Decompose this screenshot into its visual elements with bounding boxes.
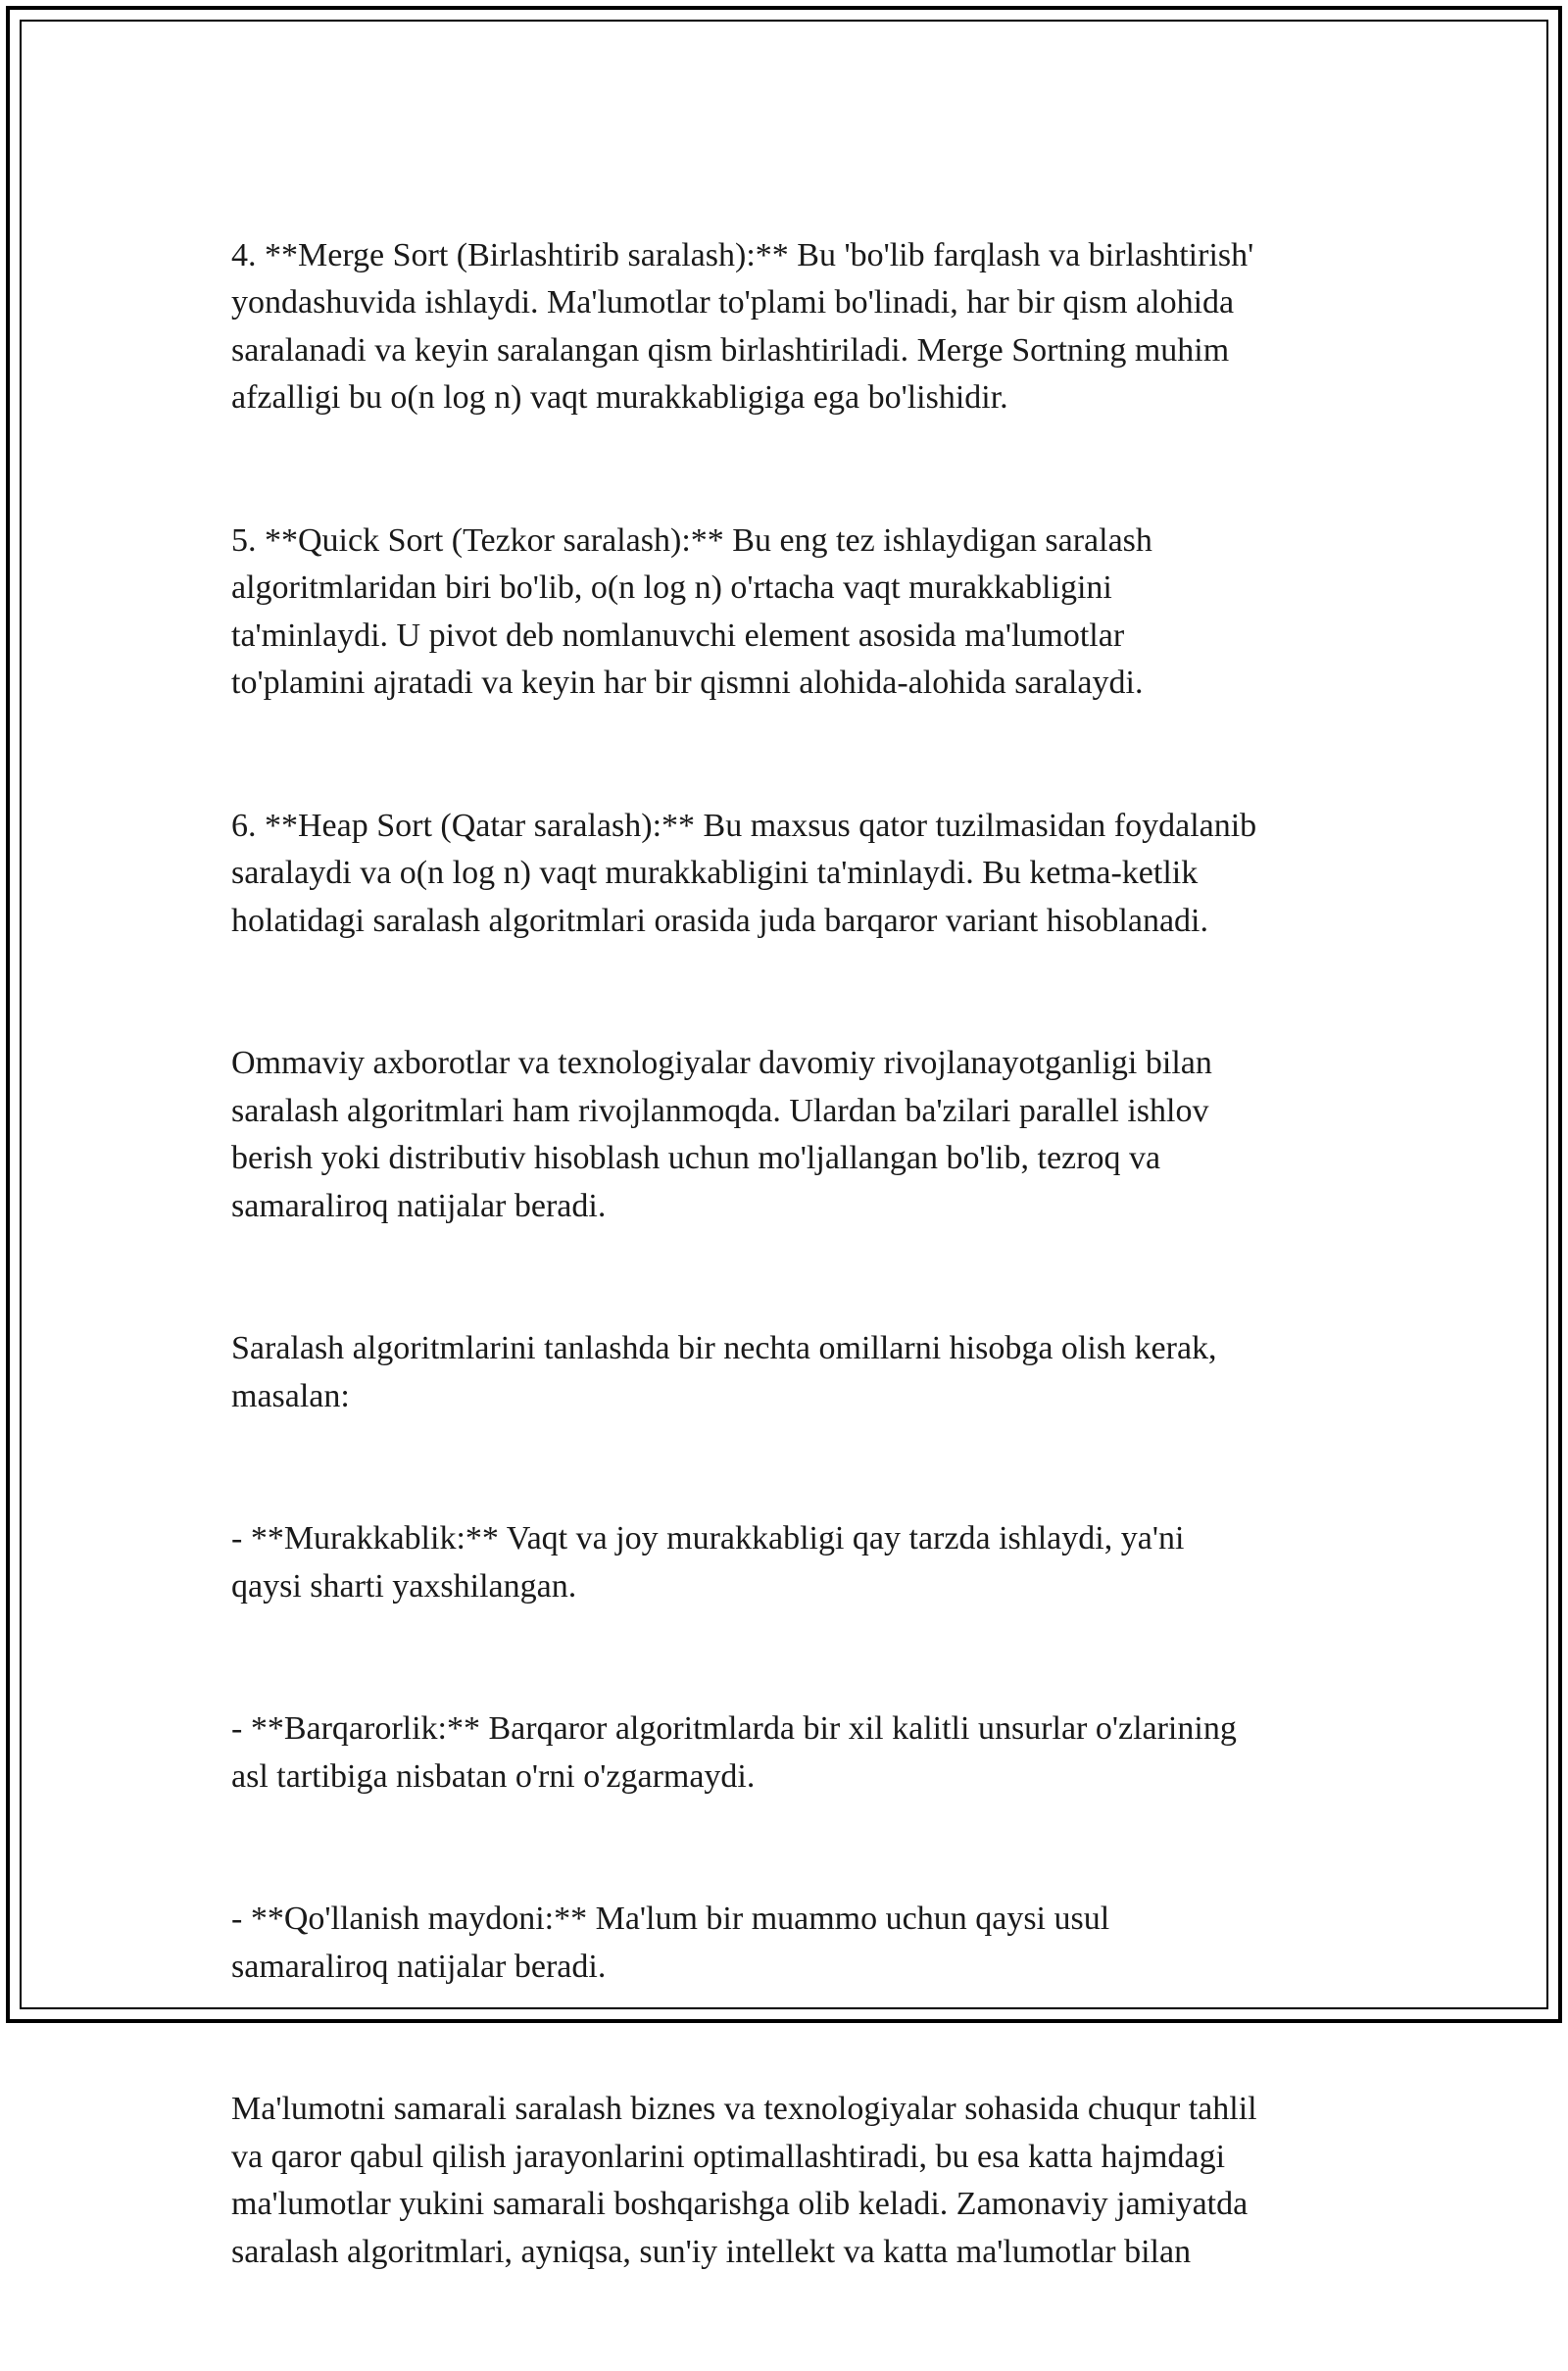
list-item-complexity: - **Murakkablik:** Vaqt va joy murakkabligi qay tarzda ishlaydi, ya'ni qaysi sharti yaxshilangan.: [231, 1520, 1185, 1605]
list-item-stability: - **Barqarorlik:** Barqaror algoritmlarda bir xil kalitli unsurlar o'zlarining asl tartibiga nisbatan o'rni o'zgarmaydi.: [231, 1710, 1237, 1795]
list-item-application: - **Qo'llanish maydoni:** Ma'lum bir muammo uchun qaysi usul samaraliroq natijalar beradi.: [231, 1901, 1110, 1985]
paragraph-evolution: Ommaviy axborotlar va texnologiyalar davomiy rivojlanayotganligi bilan saralash algoritmlari ham rivojlanmoqda. Ulardan ba'zilari parallel ishlov berish yoki distributiv hisoblash uchun mo'ljallangan bo'lib, tezroq va samaraliroq natijalar beradi.: [231, 1045, 1212, 1224]
paragraph-merge-sort: 4. **Merge Sort (Birlashtirib saralash):** Bu 'bo'lib farqlash va birlashtirish' yondashuvida ishlaydi. Ma'lumotlar to'plami bo'linadi, har bir qism alohida saralanadi va keyin saralangan qism birlashtiriladi. Merge Sortning muhim afzalligi bu o(n log n) vaqt murakkabligiga ega bo'lishidir.: [231, 236, 1254, 416]
paragraph-selection-factors: Saralash algoritmlarini tanlashda bir nechta omillarni hisobga olish kerak, masalan:: [231, 1330, 1217, 1414]
document-body: [231, 184, 1358, 2371]
paragraph-heap-sort: 6. **Heap Sort (Qatar saralash):** Bu maxsus qator tuzilmasidan foydalanib saralaydi va o(n log n) vaqt murakkabligini ta'minlaydi. Bu ketma-ketlik holatidagi saralash algoritmlari orasida juda barqaror variant hisoblanadi.: [231, 807, 1257, 939]
paragraph-quick-sort: 5. **Quick Sort (Tezkor saralash):** Bu eng tez ishlaydigan saralash algoritmlaridan biri bo'lib, o(n log n) o'rtacha vaqt murakkabligini ta'minlaydi. U pivot deb nomlanuvchi element asosida ma'lumotlar to'plamini ajratadi va keyin har bir qismni alohida-alohida saralaydi.: [231, 521, 1152, 701]
paragraph-conclusion: Ma'lumotni samarali saralash biznes va texnologiyalar sohasida chuqur tahlil va qaror qabul qilish jarayonlarini optimallashtiradi, bu esa katta hajmdagi ma'lumotlar yukini samarali boshqarishga olib keladi. Zamonaviy jamiyatda saralash algoritmlari, ayniqsa, sun'iy intellekt va katta ma'lumotlar bilan: [231, 2091, 1257, 2270]
